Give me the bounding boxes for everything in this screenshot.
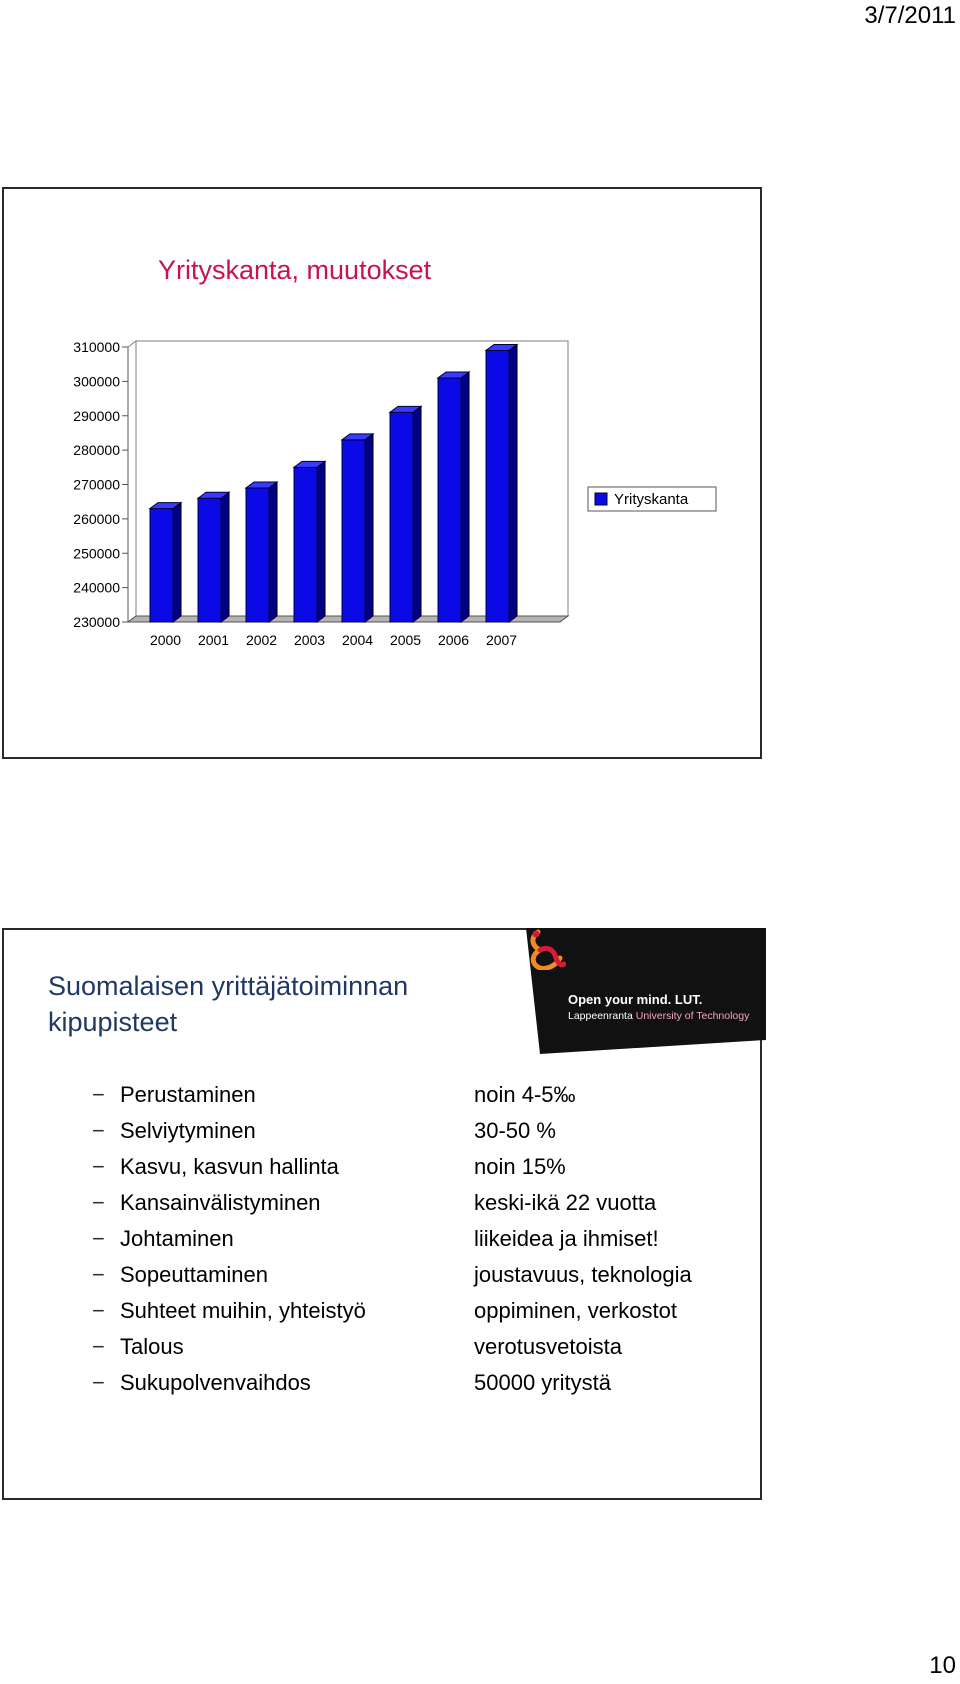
x-tick-label: 2004 bbox=[341, 632, 374, 648]
bullet-dash: − bbox=[92, 1082, 105, 1107]
bar-side-2001 bbox=[221, 492, 229, 622]
bar-side-2002 bbox=[269, 482, 277, 622]
bar-side-2004 bbox=[365, 434, 373, 622]
bar-2001 bbox=[198, 498, 221, 622]
y-tick-label: 260000 bbox=[73, 510, 120, 527]
pain-point-list bbox=[92, 1077, 732, 1401]
bar-2000 bbox=[150, 509, 173, 622]
lut-logo-icon bbox=[526, 928, 566, 970]
point-label: Selviytyminen bbox=[120, 1118, 256, 1143]
y-tick-label: 270000 bbox=[73, 476, 120, 493]
bar-side-2000 bbox=[173, 503, 181, 622]
point-label: Kasvu, kasvun hallinta bbox=[120, 1154, 339, 1179]
point-label: Sukupolvenvaihdos bbox=[120, 1370, 311, 1395]
chart-side-wall bbox=[128, 341, 136, 622]
x-tick-label: 2007 bbox=[485, 632, 518, 648]
x-tick-label: 2003 bbox=[293, 632, 326, 648]
list-item bbox=[92, 1185, 732, 1221]
y-tick-label: 250000 bbox=[73, 545, 120, 562]
lut-logo-banner bbox=[526, 928, 766, 1056]
slide-title bbox=[48, 968, 408, 1040]
point-value: joustavuus, teknologia bbox=[474, 1262, 692, 1287]
logo-tagline: Open your mind. LUT. bbox=[568, 992, 703, 1007]
point-label: Perustaminen bbox=[120, 1082, 256, 1107]
bar-2003 bbox=[294, 467, 317, 622]
bar-side-2007 bbox=[509, 344, 517, 622]
bar-2005 bbox=[390, 412, 413, 622]
bullet-dash: − bbox=[92, 1262, 105, 1287]
list-item bbox=[92, 1257, 732, 1293]
list-item bbox=[92, 1149, 732, 1185]
point-value: liikeidea ja ihmiset! bbox=[474, 1226, 659, 1251]
bar-side-2005 bbox=[413, 406, 421, 622]
bullet-dash: − bbox=[92, 1298, 105, 1323]
point-label: Johtaminen bbox=[120, 1226, 234, 1251]
point-value: noin 15% bbox=[474, 1154, 566, 1179]
bar-2004 bbox=[342, 440, 365, 622]
bullet-dash: − bbox=[92, 1190, 105, 1215]
x-tick-label: 2002 bbox=[245, 632, 278, 648]
bar-2007 bbox=[486, 350, 509, 622]
list-item bbox=[92, 1293, 732, 1329]
point-label: Talous bbox=[120, 1334, 184, 1359]
x-tick-label: 2005 bbox=[389, 632, 422, 648]
bar-side-2006 bbox=[461, 372, 469, 622]
point-value: 30-50 % bbox=[474, 1118, 556, 1143]
bar-2002 bbox=[246, 488, 269, 622]
point-label: Sopeuttaminen bbox=[120, 1262, 268, 1287]
y-tick-label: 310000 bbox=[73, 339, 120, 355]
point-value: oppiminen, verkostot bbox=[474, 1298, 677, 1323]
point-value: verotusvetoista bbox=[474, 1334, 622, 1359]
y-tick-label: 280000 bbox=[73, 442, 120, 459]
slide-title: Yrityskanta, muutokset bbox=[158, 255, 432, 285]
list-item bbox=[92, 1221, 732, 1257]
point-value: keski-ikä 22 vuotta bbox=[474, 1190, 657, 1215]
slide-pain-points bbox=[2, 928, 762, 1500]
list-item bbox=[92, 1113, 732, 1149]
logo-university-prefix: Lappeenranta bbox=[568, 1010, 636, 1022]
point-value: noin 4-5‰ bbox=[474, 1082, 576, 1107]
y-tick-label: 290000 bbox=[73, 407, 120, 424]
point-label: Suhteet muihin, yhteistyö bbox=[120, 1298, 366, 1323]
x-tick-label: 2000 bbox=[149, 632, 182, 648]
y-tick-label: 300000 bbox=[73, 373, 120, 390]
bullet-dash: − bbox=[92, 1118, 105, 1143]
bullet-dash: − bbox=[92, 1154, 105, 1179]
point-value: 50000 yritystä bbox=[474, 1370, 611, 1395]
x-tick-label: 2006 bbox=[437, 632, 470, 648]
list-item bbox=[92, 1077, 732, 1113]
y-tick-label: 240000 bbox=[73, 579, 120, 596]
page-number: 10 bbox=[929, 1652, 956, 1679]
bullet-dash: − bbox=[92, 1334, 105, 1359]
legend-swatch bbox=[595, 493, 607, 505]
list-item bbox=[92, 1365, 732, 1401]
bar-2006 bbox=[438, 378, 461, 622]
print-date: 3/7/2011 bbox=[864, 2, 956, 29]
x-tick-label: 2001 bbox=[197, 632, 230, 648]
legend-label: Yrityskanta bbox=[614, 491, 689, 508]
logo-university-name bbox=[568, 1010, 749, 1022]
point-label: Kansainvälistyminen bbox=[120, 1190, 321, 1215]
bar-side-2003 bbox=[317, 461, 325, 622]
logo-university-highlight: University of Technology bbox=[635, 1010, 750, 1022]
bar-chart bbox=[4, 189, 760, 757]
title-line-1: Suomalaisen yrittäjätoiminnan bbox=[48, 971, 409, 1001]
bullet-dash: − bbox=[92, 1370, 105, 1395]
bullet-dash: − bbox=[92, 1226, 105, 1251]
list-item bbox=[92, 1329, 732, 1365]
slide-chart bbox=[2, 187, 762, 759]
y-tick-label: 230000 bbox=[73, 614, 120, 630]
title-line-2: kipupisteet bbox=[48, 1007, 178, 1037]
